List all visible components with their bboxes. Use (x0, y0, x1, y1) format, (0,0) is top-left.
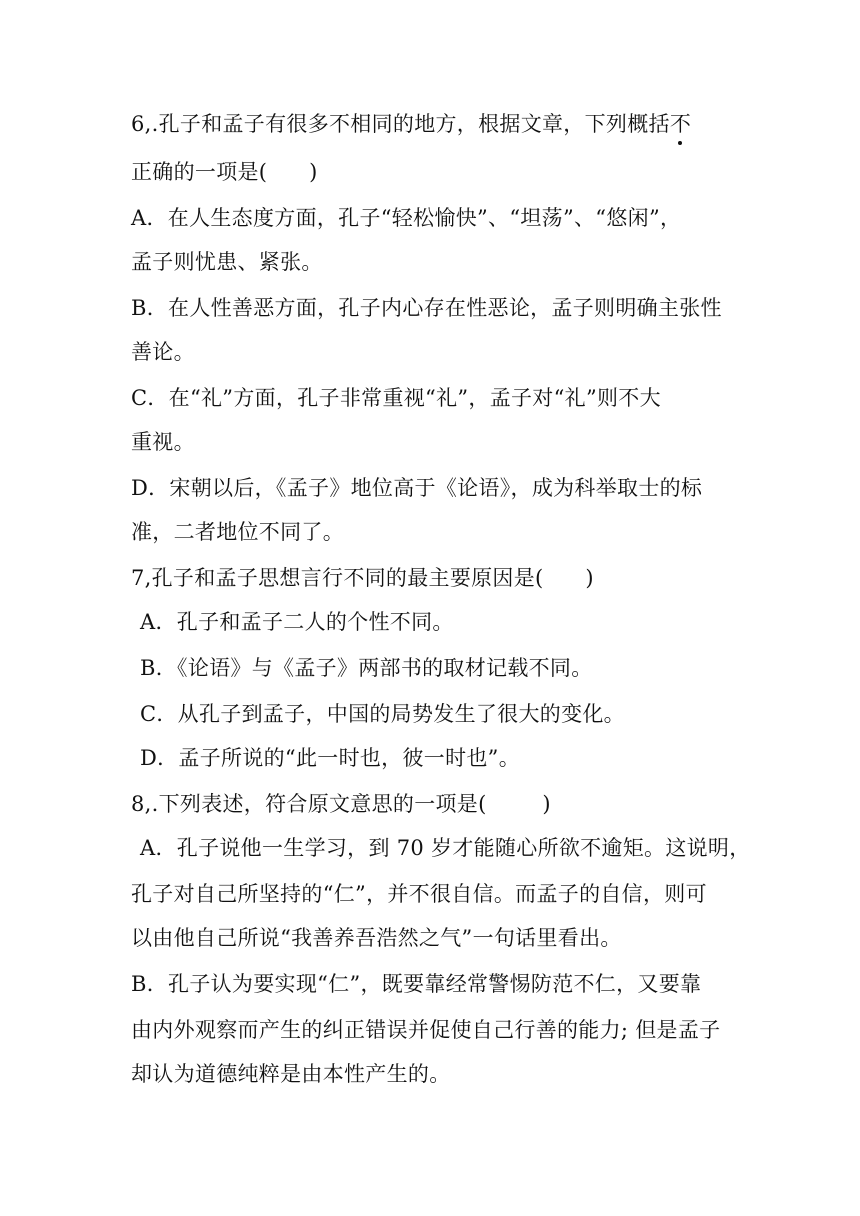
q6-stem-text: 6,.孔子和孟子有很多不相同的地方，根据文章，下列概括 (131, 112, 670, 136)
q6-option-c-line-2: 重视。 (131, 430, 195, 454)
q6-stem-line-1 (131, 110, 691, 138)
q7-option-c: C．从孔子到孟子，中国的局势发生了很大的变化。 (140, 702, 625, 726)
q7-option-d: D．孟子所说的“此一时也，彼一时也”。 (140, 746, 521, 770)
q6-option-a-line-1: A．在人生态度方面，孔子“轻松愉快”、“坦荡”、“悠闲”， (131, 206, 682, 230)
q8-option-b-line-1: B．孔子认为要实现“仁”，既要靠经常警惕防范不仁，又要靠 (131, 972, 702, 996)
q6-option-d-line-2: 准，二者地位不同了。 (131, 520, 344, 544)
q7-option-a: A．孔子和孟子二人的个性不同。 (140, 610, 454, 634)
q6-option-b-line-2: 善论。 (131, 340, 195, 364)
q8-stem: 8,.下列表述，符合原文意思的一项是( ) (131, 792, 551, 816)
q6-option-b-line-1: B．在人性善恶方面，孔子内心存在性恶论，孟子则明确主张性 (131, 296, 722, 320)
q6-option-a-line-2: 孟子则忧患、紧张。 (131, 250, 323, 274)
q7-option-b: B．《论语》与《孟子》两部书的取材记载不同。 (140, 656, 593, 680)
q6-option-c-line-1: C．在“礼”方面，孔子非常重视“礼”，孟子对“礼”则不大 (131, 386, 661, 410)
q8-option-a-line-1: A．孔子说他一生学习，到 70 岁才能随心所欲不逾矩。这说明， (140, 836, 751, 860)
q8-option-b-line-2: 由内外观察而产生的纠正错误并促使自己行善的能力; 但是孟子 (131, 1018, 721, 1042)
q7-stem: 7,孔子和孟子思想言行不同的最主要原因是( ) (131, 566, 594, 590)
q8-option-a-line-3: 以由他自己所说“我善养吾浩然之气”一句话里看出。 (131, 926, 622, 950)
q8-option-b-line-3: 却认为道德纯粹是由本性产生的。 (131, 1062, 451, 1086)
q8-option-a-line-2: 孔子对自己所坚持的“仁”，并不很自信。而孟子的自信，则可 (131, 882, 707, 906)
q6-stem-line-2: 正确的一项是( ) (131, 160, 318, 184)
q6-option-d-line-1: D．宋朝以后，《孟子》地位高于《论语》，成为科举取士的标 (131, 476, 703, 500)
q6-emphasis-char: 不 (669, 112, 692, 136)
